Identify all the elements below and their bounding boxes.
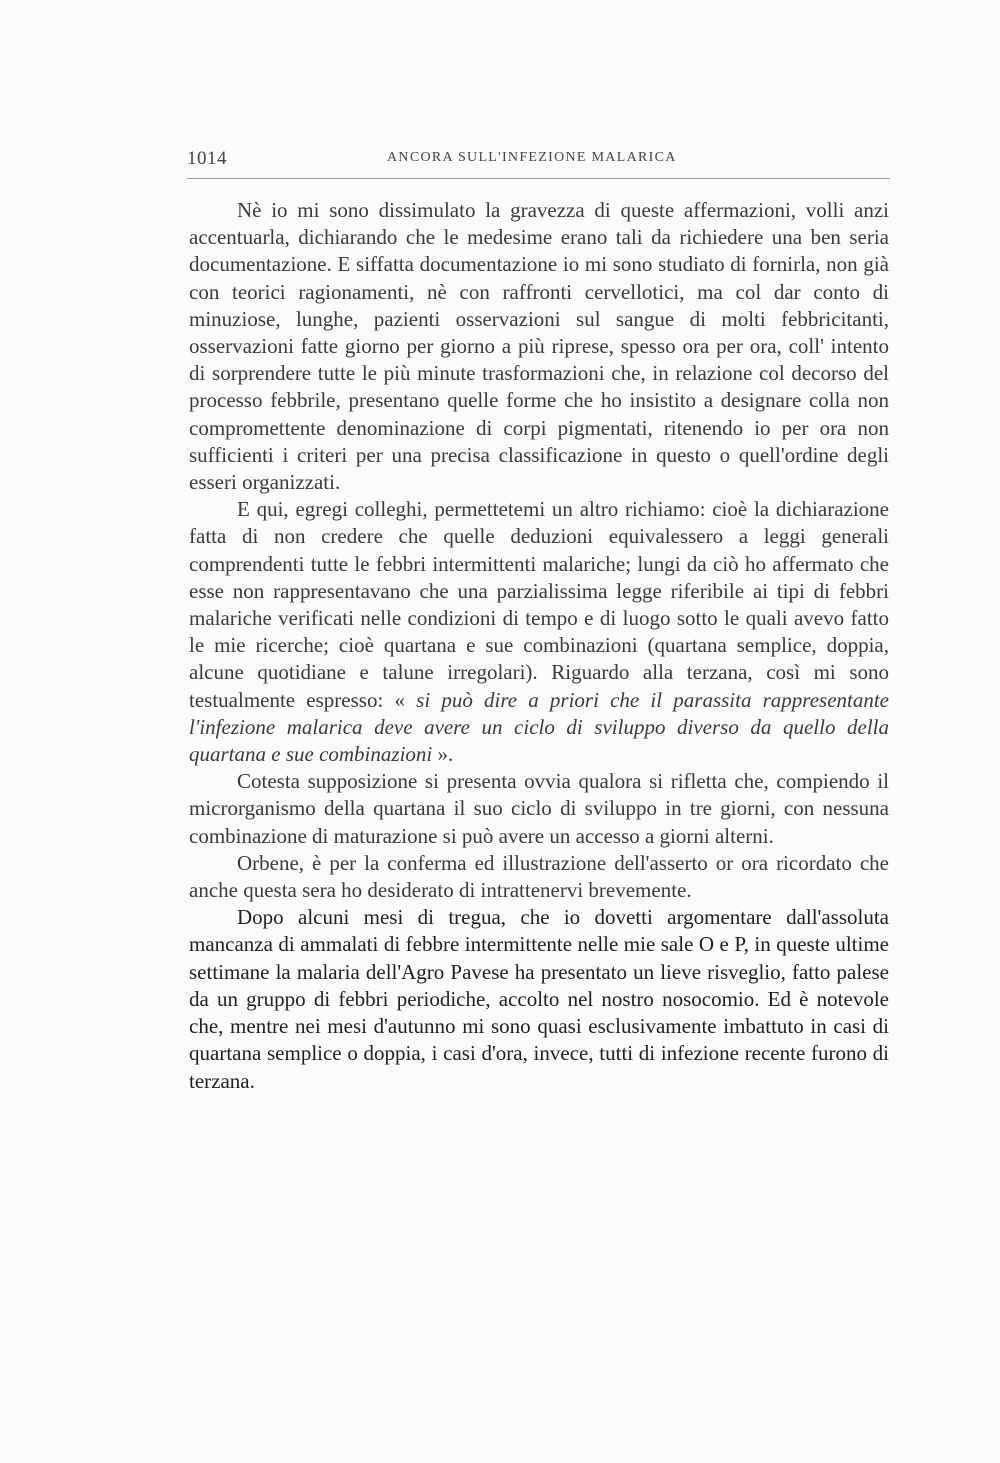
running-title: ANCORA SULL'INFEZIONE MALARICA xyxy=(387,150,677,165)
body-text xyxy=(189,197,889,1095)
paragraph-1: Nè io mi sono dissimulato la gravezza di queste affermazioni, volli anzi accentuarla, dichiarando che le medesime erano tali da richiedere una ben seria documentazione. E siffatta documentazione io mi sono studiato di fornirla, non già con teorici ragionamenti, nè con raffronti cervellotici, ma col dar conto di minuziose, lunghe, pazienti osservazioni sul sangue di molti febbricitanti, osservazioni fatte giorno per giorno a più riprese, spesso ora per ora, coll' intento di sorprendere tutte le più minute trasformazioni che, in relazione col decorso del processo febbrile, presentano quelle forme che ho insistito a designare colla non compromettente denominazione di corpi pigmentati, ritenendo io per ora non sufficienti i criteri per una precisa classificazione in questo o quell'ordine degli esseri organizzati. xyxy=(189,198,889,495)
header-rule xyxy=(187,178,890,179)
paragraph-5: Dopo alcuni mesi di tregua, che io dovetti argomentare dall'assoluta mancanza di ammalati di febbre intermittente nelle mie sale O e P, in queste ultime settimane la malaria dell'Agro Pavese ha presentato un lieve risveglio, fatto palese da un gruppo di febbri periodiche, accolto nel nostro nosocomio. Ed è notevole che, mentre nei mesi d'autunno mi sono quasi esclusivamente imbattuto in casi di quartana semplice o doppia, i casi d'ora, invece, tutti di infezione recente furono di terzana. xyxy=(189,905,889,1093)
paragraph-2 xyxy=(189,496,889,768)
paragraph-2-text: E qui, egregi colleghi, permettetemi un altro richiamo: cioè la dichiarazione fatta di non credere che quelle deduzioni equivalessero a leggi generali comprendenti tutte le febbri intermittenti malariche; lungi da ciò ho affermato che esse non rappresentavano che una parzialissima legge riferibile ai tipi di febbri malariche verificati nelle condizioni di tempo e di luogo sotto le quali avevo fatto le mie ricerche; cioè quartana e sue combinazioni (quartana semplice, doppia, alcune quotidiane e talune irregolari). Riguardo alla terzana, così mi sono testualmente espresso: « xyxy=(189,497,889,712)
paragraph-4: Orbene, è per la conferma ed illustrazione dell'asserto or ora ricordato che anche questa sera ho desiderato di intrattenervi brevemente. xyxy=(189,850,889,903)
quote-close: ». xyxy=(437,742,454,767)
quoted-passage: si può dire a priori che il parassita rappresentante l'infezione malarica deve avere un ciclo di sviluppo diverso da quello della quartana e sue combinazioni xyxy=(189,687,889,767)
running-head xyxy=(187,148,890,172)
page-number: 1014 xyxy=(187,148,227,169)
paragraph-3: Cotesta supposizione si presenta ovvia qualora si rifletta che, compiendo il microrganismo della quartana il suo ciclo di sviluppo in tre giorni, con nessuna combinazione di maturazione si può avere un accesso a giorni alterni. xyxy=(189,769,889,848)
